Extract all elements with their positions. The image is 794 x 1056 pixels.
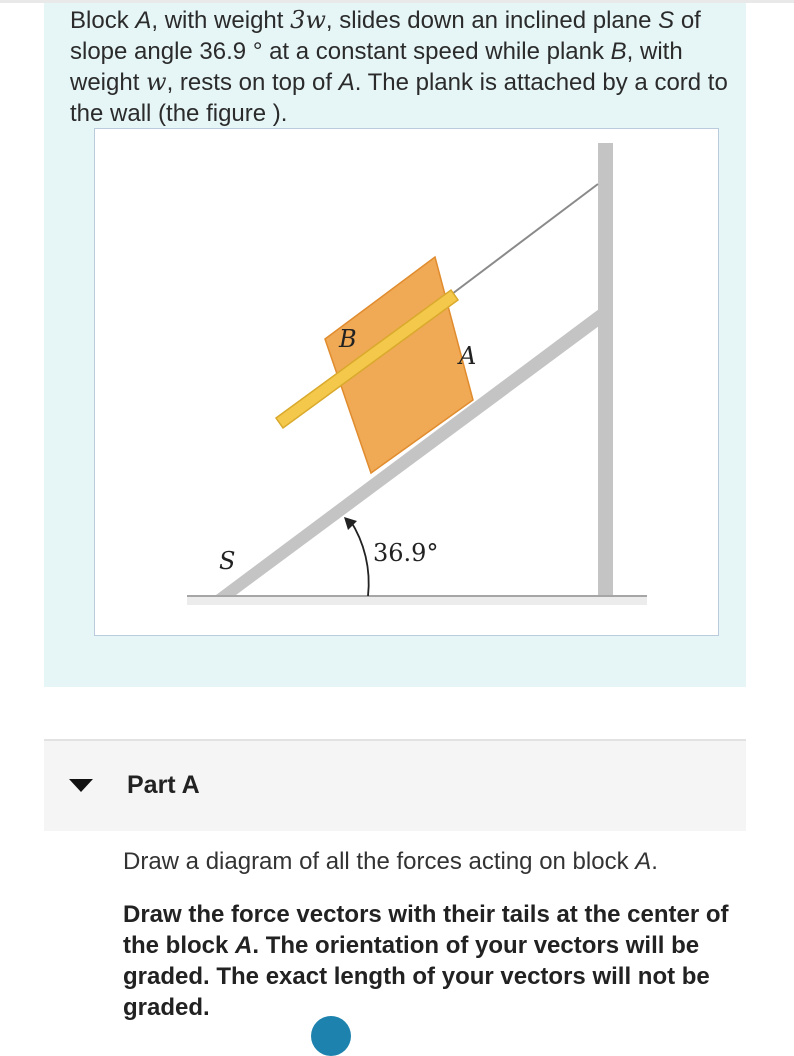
- instruction-segment: .: [651, 848, 658, 875]
- block-a-symbol: A: [235, 932, 253, 959]
- label-a: A: [459, 342, 477, 370]
- instruction-segment: Draw a diagram of all the forces acting on block: [123, 848, 636, 875]
- part-instruction-bold: [123, 899, 733, 1023]
- plank-b-symbol: B: [610, 37, 627, 65]
- instruction-segment: Draw the force vectors with their tails at the center of the block: [123, 901, 729, 959]
- part-instruction: [123, 846, 733, 877]
- problem-statement-panel: [44, 3, 746, 687]
- part-a-header[interactable]: [44, 739, 746, 831]
- problem-text-segment: Block: [70, 7, 136, 34]
- block-a-symbol: A: [135, 7, 152, 34]
- angle-label: 36.9°: [373, 539, 439, 567]
- label-s: S: [219, 547, 236, 575]
- incline-figure-svg: [95, 129, 718, 635]
- part-title: Part A: [127, 771, 200, 799]
- problem-text-segment: , with weight: [70, 37, 683, 96]
- drawing-tool-button[interactable]: [311, 1016, 351, 1056]
- problem-text-segment: , slides down an inclined plane: [325, 7, 659, 34]
- cord: [452, 184, 598, 294]
- angle-arc: [350, 520, 369, 596]
- problem-figure[interactable]: [94, 128, 719, 636]
- problem-text-segment: of slope angle 36.9 ° at a constant speed while plank: [70, 7, 701, 65]
- weight-a-math: 3w: [290, 6, 326, 34]
- label-b: B: [339, 325, 357, 353]
- problem-text-segment: . The plank is attached by a cord to the wall (the figure ).: [70, 69, 728, 127]
- problem-text-segment: , with weight: [151, 7, 291, 34]
- block-a-symbol: A: [338, 69, 355, 96]
- block-a-symbol: A: [635, 848, 652, 875]
- wall: [598, 143, 613, 595]
- problem-text: [70, 5, 730, 129]
- collapse-caret-icon[interactable]: [69, 779, 93, 792]
- plane-s-symbol: S: [658, 7, 675, 34]
- instruction-segment: . The orientation of your vectors will be graded. The exact length of your vectors will not be graded.: [123, 932, 710, 1021]
- problem-text-segment: , rests on top of: [166, 69, 339, 96]
- weight-b-math: w: [146, 68, 167, 96]
- ground-shadow: [187, 597, 647, 605]
